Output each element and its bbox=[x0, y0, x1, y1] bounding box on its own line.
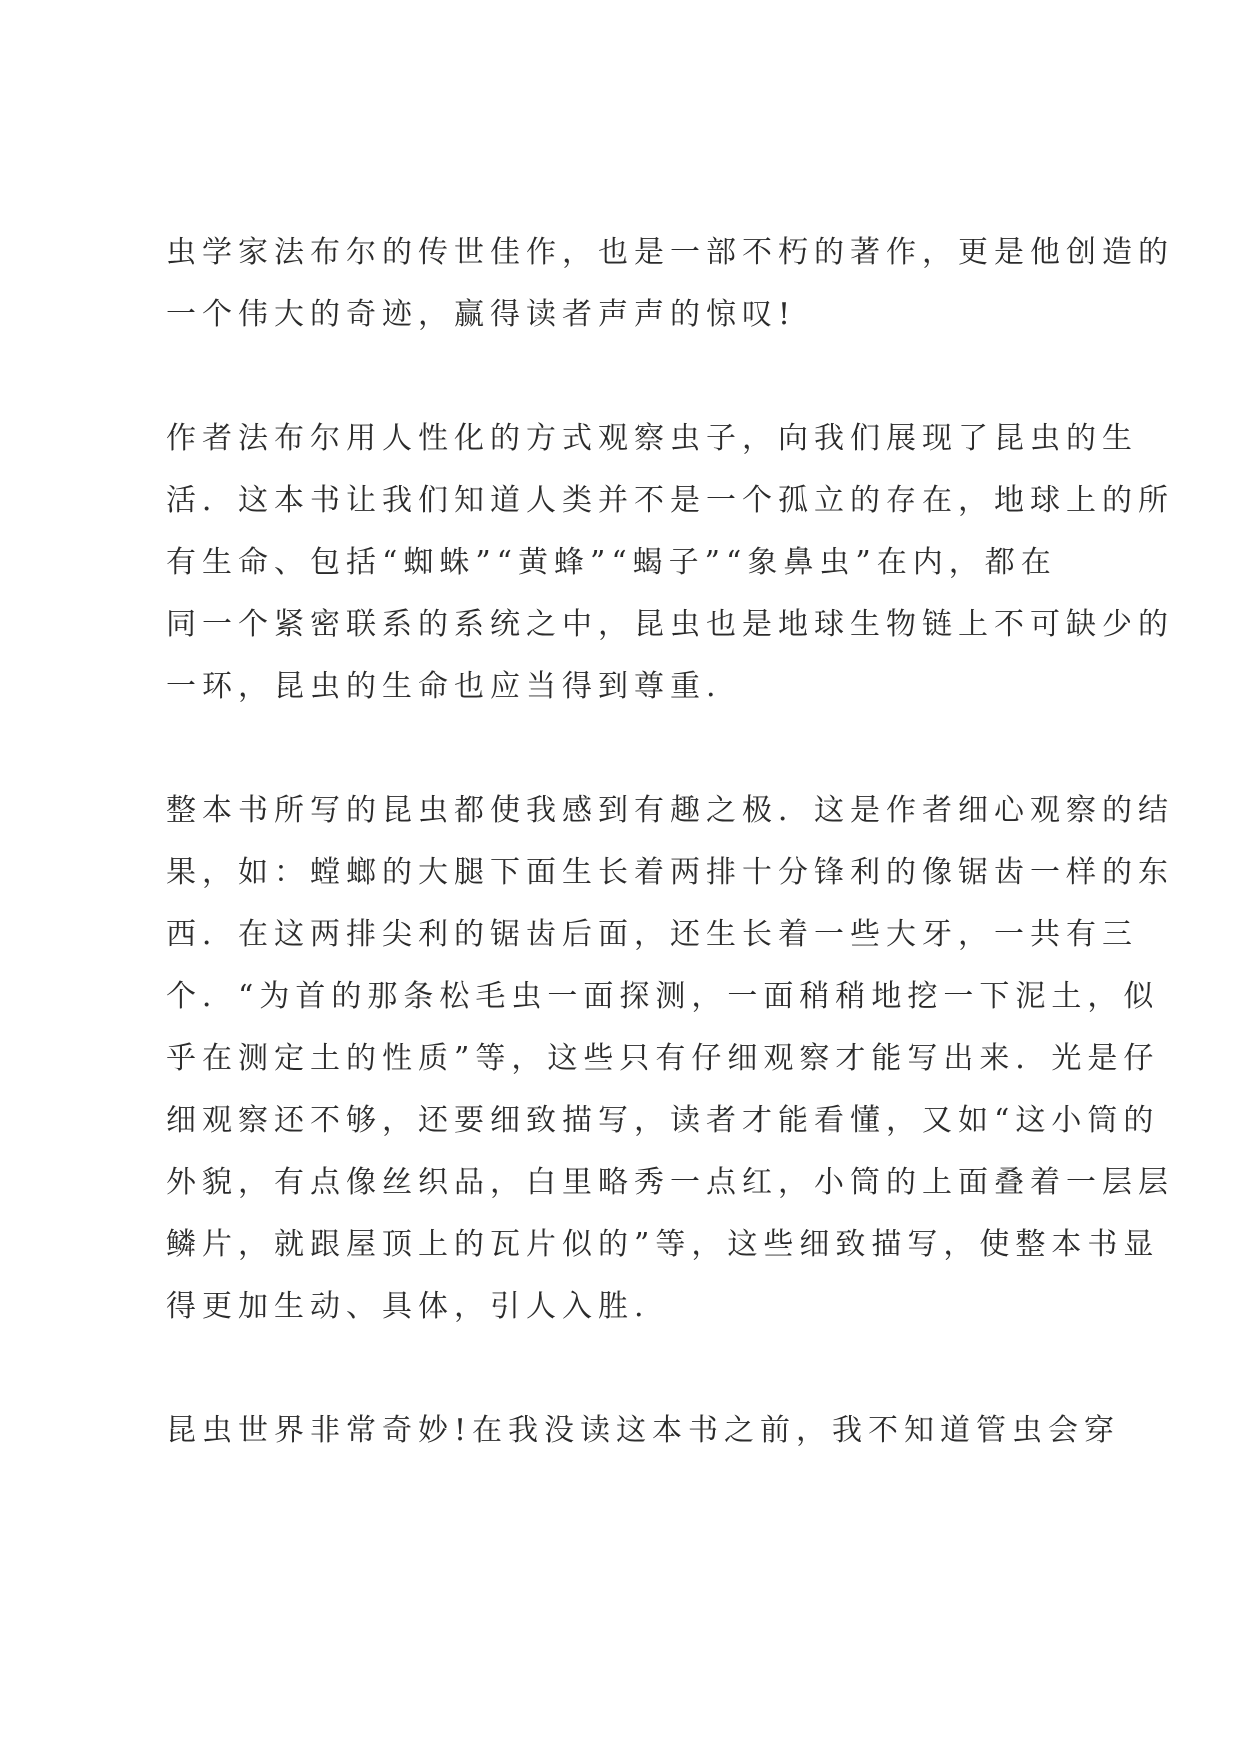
text-line: 活．这本书让我们知道人类并不是一个孤立的存在，地球上的所 bbox=[166, 483, 1174, 518]
text-line: 作者法布尔用人性化的方式观察虫子，向我们展现了昆虫的生 bbox=[166, 421, 1138, 456]
text-line: 虫学家法布尔的传世佳作，也是一部不朽的著作，更是他创造的 bbox=[166, 235, 1174, 270]
text-line: 有生命、包括“蜘蛛”“黄蜂”“蝎子”“象鼻虫”在内，都在 bbox=[166, 545, 1057, 580]
text-line: 果，如：螳螂的大腿下面生长着两排十分锋利的像锯齿一样的东 bbox=[166, 855, 1174, 890]
text-line: 个．“为首的那条松毛虫一面探测，一面稍稍地挖一下泥土，似 bbox=[166, 979, 1160, 1014]
text-line: 昆虫世界非常奇妙!在我没读这本书之前，我不知道管虫会穿 bbox=[166, 1413, 1121, 1448]
document-body bbox=[166, 222, 1174, 1524]
text-line: 细观察还不够，还要细致描写，读者才能看懂，又如“这小筒的 bbox=[166, 1103, 1160, 1138]
paragraph-4 bbox=[166, 1400, 1121, 1462]
text-line: 鳞片，就跟屋顶上的瓦片似的”等，这些细致描写，使整本书显 bbox=[166, 1227, 1160, 1262]
text-line: 同一个紧密联系的系统之中，昆虫也是地球生物链上不可缺少的 bbox=[166, 607, 1174, 642]
paragraph-3 bbox=[166, 780, 1174, 1338]
text-line: 得更加生动、具体，引人入胜. bbox=[166, 1289, 650, 1324]
text-line: 乎在测定土的性质”等，这些只有仔细观察才能写出来．光是仔 bbox=[166, 1041, 1160, 1076]
text-line: 外貌，有点像丝织品，白里略秀一点红，小筒的上面叠着一层层 bbox=[166, 1165, 1174, 1200]
text-line: 一个伟大的奇迹，赢得读者声声的惊叹! bbox=[166, 297, 797, 332]
paragraph-1 bbox=[166, 222, 1174, 346]
paragraph-2 bbox=[166, 408, 1174, 718]
text-line: 一环，昆虫的生命也应当得到尊重. bbox=[166, 669, 722, 704]
text-line: 整本书所写的昆虫都使我感到有趣之极．这是作者细心观察的结 bbox=[166, 793, 1174, 828]
text-line: 西．在这两排尖利的锯齿后面，还生长着一些大牙，一共有三 bbox=[166, 917, 1138, 952]
